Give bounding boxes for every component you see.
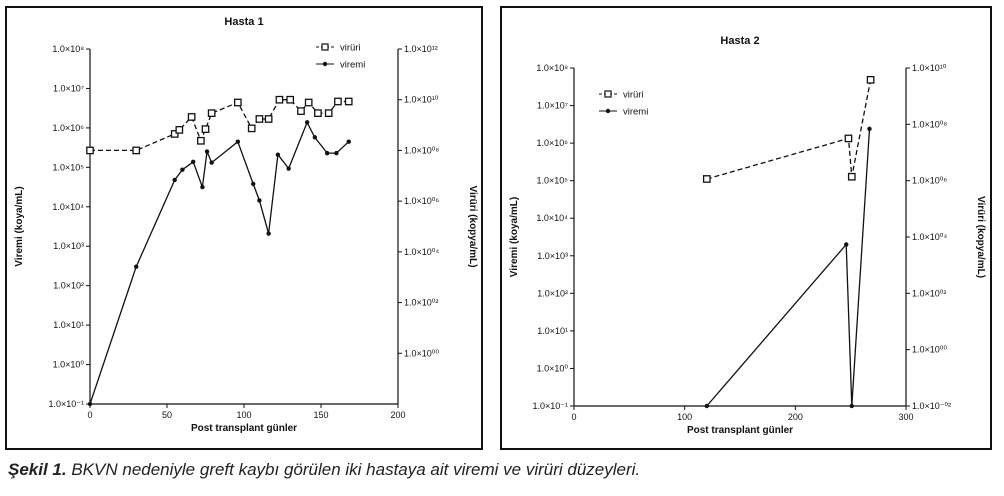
- legend-label: viremi: [340, 59, 366, 71]
- data-point-viruri: [198, 138, 204, 144]
- series-line-viruri: [90, 100, 349, 151]
- y-tick-label-right: 1.0×10¹²: [404, 44, 438, 54]
- y-tick-label-left: 1.0×10¹: [537, 325, 568, 336]
- data-point-viremi: [205, 149, 209, 153]
- chart-title: Hasta 2: [720, 35, 760, 47]
- data-point-viruri: [202, 126, 208, 132]
- data-point-viremi: [867, 127, 871, 131]
- data-point-viruri: [335, 98, 341, 104]
- y-tick-label-left: 1.0×10⁴: [536, 213, 568, 224]
- chart-panel-hasta-2: [500, 6, 992, 450]
- y-tick-label-left: 1.0×10⁵: [536, 175, 568, 186]
- y-tick-label-left: 1.0×10⁰: [52, 359, 84, 370]
- y-tick-label-right: 1.0×10⁰⁸: [912, 119, 948, 130]
- data-point-viruri: [315, 110, 321, 116]
- data-point-viruri: [287, 97, 293, 103]
- data-point-viruri: [867, 77, 873, 83]
- data-point-viremi: [236, 139, 240, 143]
- y-tick-label-left: 1.0×10³: [53, 241, 84, 252]
- y-tick-label-left: 1.0×10¹: [53, 320, 84, 331]
- data-point-viruri: [87, 147, 93, 153]
- caption-label: Şekil 1.: [8, 460, 67, 479]
- data-point-viremi: [334, 151, 338, 155]
- chart-title: Hasta 1: [224, 16, 264, 28]
- chart-panel-hasta-1: [5, 6, 483, 450]
- x-tick-label: 150: [313, 410, 329, 420]
- data-point-viruri: [176, 127, 182, 133]
- y-tick-label-left: 1.0×10⁸: [536, 63, 568, 73]
- data-point-viremi: [286, 166, 290, 170]
- data-point-viruri: [133, 147, 139, 153]
- data-point-viremi: [209, 160, 213, 164]
- caption-text: BKVN nedeniyle greft kaybı görülen iki hastaya ait viremi ve virüri düzeyleri.: [71, 460, 641, 479]
- y-tick-label-right: 1.0×10⁰⁰: [404, 348, 439, 359]
- data-point-viremi: [134, 265, 138, 269]
- y-tick-label-right: 1.0×10¹⁰: [404, 94, 439, 105]
- y-tick-label-left: 1.0×10⁷: [536, 100, 568, 111]
- chart-hasta-1: [7, 8, 481, 448]
- data-point-viremi: [251, 182, 255, 186]
- legend-marker-viremi: [606, 109, 610, 113]
- data-point-viruri: [849, 174, 855, 180]
- data-point-viruri: [346, 98, 352, 104]
- data-point-viremi: [705, 404, 709, 408]
- y-axis-label-right: Virüri (kopya/mL): [975, 195, 986, 279]
- data-point-viremi: [257, 198, 261, 202]
- y-tick-label-right: 1.0×10⁰⁶: [912, 175, 948, 186]
- y-tick-label-right: 1.0×10⁰⁸: [404, 145, 440, 156]
- data-point-viruri: [249, 125, 255, 131]
- data-point-viremi: [88, 402, 92, 406]
- data-point-viremi: [313, 135, 317, 139]
- x-tick-label: 100: [236, 410, 252, 420]
- data-point-viremi: [844, 242, 848, 246]
- x-tick-label: 0: [87, 410, 93, 420]
- y-tick-label-left: 1.0×10⁶: [536, 138, 568, 149]
- data-point-viruri: [276, 97, 282, 103]
- y-tick-label-right: 1.0×10¹⁰: [912, 63, 947, 73]
- y-tick-label-left: 1.0×10⁴: [52, 201, 84, 212]
- series-line-viremi: [707, 129, 870, 406]
- y-tick-label-left: 1.0×10⁶: [52, 122, 84, 133]
- series-line-viremi: [90, 122, 349, 404]
- y-tick-label-left: 1.0×10³: [537, 250, 568, 261]
- data-point-viremi: [850, 404, 854, 408]
- y-tick-label-right: 1.0×10⁰⁰: [912, 344, 947, 355]
- figure-caption: [8, 460, 998, 480]
- data-point-viremi: [180, 168, 184, 172]
- x-tick-label: 300: [898, 412, 914, 422]
- x-tick-label: 100: [677, 412, 693, 422]
- data-point-viruri: [326, 110, 332, 116]
- legend-label: virüri: [340, 42, 361, 54]
- y-tick-label-right: 1.0×10⁻⁰²: [912, 401, 952, 411]
- data-point-viremi: [200, 185, 204, 189]
- y-axis-label-right: Virüri (kopya/mL): [467, 185, 478, 268]
- y-axis-label-left: Viremi (koya/mL): [14, 186, 25, 267]
- data-point-viremi: [191, 160, 195, 164]
- y-tick-label-left: 1.0×10⁰: [536, 363, 568, 374]
- y-tick-label-right: 1.0×10⁰²: [912, 288, 947, 299]
- y-tick-label-right: 1.0×10⁰⁴: [404, 246, 440, 257]
- legend-marker-viruri: [605, 91, 611, 97]
- y-tick-label-right: 1.0×10⁰⁶: [404, 196, 440, 207]
- data-point-viremi: [173, 178, 177, 182]
- x-tick-label: 200: [390, 410, 406, 420]
- x-tick-label: 50: [161, 410, 173, 420]
- x-axis-label: Post transplant günler: [190, 423, 298, 434]
- data-point-viruri: [845, 135, 851, 141]
- y-tick-label-right: 1.0×10⁰²: [404, 297, 439, 308]
- y-tick-label-left: 1.0×10⁷: [52, 83, 84, 94]
- y-tick-label-left: 1.0×10⁻¹: [48, 399, 84, 409]
- data-point-viruri: [265, 116, 271, 122]
- x-tick-label: 200: [787, 412, 803, 422]
- legend-marker-viruri: [322, 44, 328, 50]
- y-tick-label-left: 1.0×10²: [537, 288, 568, 299]
- legend-label: viremi: [623, 106, 649, 118]
- y-tick-label-right: 1.0×10⁰⁴: [912, 232, 948, 242]
- legend-label: virüri: [623, 89, 644, 101]
- data-point-viruri: [256, 116, 262, 122]
- chart-hasta-2: [502, 8, 990, 448]
- y-tick-label-left: 1.0×10⁵: [52, 162, 84, 173]
- y-tick-label-left: 1.0×10²: [53, 280, 84, 291]
- data-point-viruri: [208, 110, 214, 116]
- series-line-viruri: [707, 80, 871, 179]
- data-point-viruri: [704, 176, 710, 182]
- data-point-viremi: [347, 139, 351, 143]
- data-point-viruri: [188, 114, 194, 120]
- data-point-viremi: [305, 120, 309, 124]
- y-tick-label-left: 1.0×10⁻¹: [532, 401, 568, 411]
- data-point-viremi: [276, 153, 280, 157]
- data-point-viruri: [235, 99, 241, 105]
- y-axis-label-left: Viremi (koya/mL): [509, 196, 520, 278]
- x-axis-label: Post transplant günler: [686, 425, 794, 436]
- y-tick-label-left: 1.0×10⁸: [52, 44, 84, 54]
- data-point-viruri: [305, 99, 311, 105]
- data-point-viruri: [298, 108, 304, 114]
- x-tick-label: 0: [571, 412, 577, 422]
- legend-marker-viremi: [323, 62, 327, 66]
- data-point-viremi: [266, 231, 270, 235]
- data-point-viremi: [325, 151, 329, 155]
